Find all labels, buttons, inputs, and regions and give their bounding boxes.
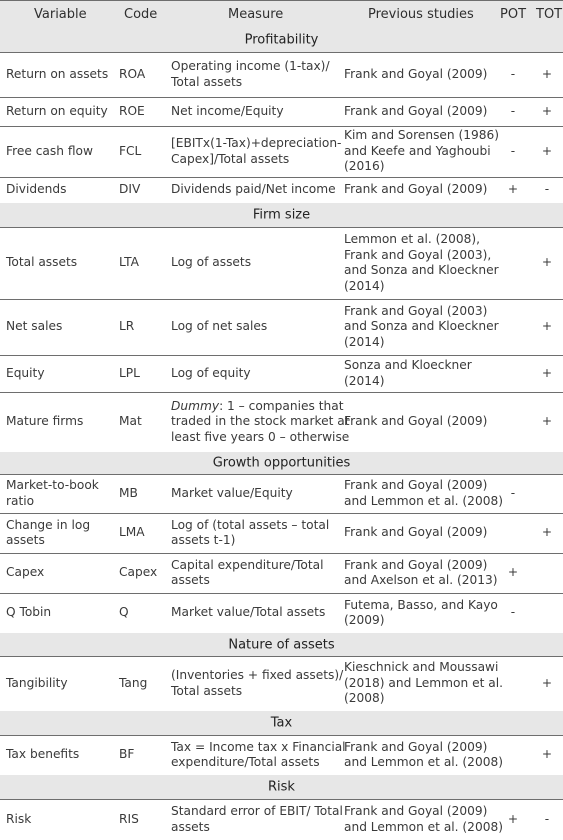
variable-cell: ratio	[6, 493, 35, 508]
previous-studies-cell: (2008)	[344, 691, 385, 706]
measure-cell	[171, 319, 267, 335]
measure-text: [EBITx(1-Tax)+depreciation-	[171, 136, 342, 150]
variable-cell: Total assets	[6, 255, 78, 270]
code-cell: Mat	[119, 414, 142, 429]
measure-italic: Dummy	[171, 398, 220, 413]
row-divider	[0, 0, 563, 1]
row-divider	[0, 355, 563, 356]
row-divider	[0, 553, 563, 554]
tot-sign: +	[541, 414, 553, 429]
measure-cell	[171, 755, 320, 771]
tot-sign: +	[541, 319, 553, 334]
measure-cell	[171, 59, 330, 75]
measure-cell	[171, 820, 210, 836]
code-cell: Capex	[119, 565, 158, 580]
previous-studies-cell: (2014)	[344, 278, 385, 293]
previous-studies-cell: Kim and Sorensen (1986)	[344, 128, 500, 143]
measure-cell	[171, 573, 210, 589]
previous-studies-cell: and Keefe and Yaghoubi	[344, 143, 491, 158]
measure-text: Standard error of EBIT/ Total	[171, 804, 343, 818]
measure-text: least five years 0 – otherwise	[171, 429, 350, 444]
code-cell: LR	[119, 319, 135, 334]
code-cell: Tang	[119, 675, 148, 690]
variable-cell: assets	[6, 533, 45, 547]
code-cell: DIV	[119, 182, 141, 197]
variable-cell: Tax benefits	[6, 747, 80, 762]
previous-studies-cell: Frank and Goyal (2009)	[344, 66, 488, 81]
variable-cell: Dividends	[6, 182, 67, 197]
section-band	[0, 452, 563, 474]
measure-text: Capital expenditure/Total	[171, 557, 324, 572]
measure-cell	[171, 75, 242, 91]
previous-studies-cell: (2016)	[344, 159, 385, 174]
section-title: Nature of assets	[228, 637, 335, 652]
previous-studies-cell: and Lemmon et al. (2008)	[344, 755, 503, 769]
previous-studies-cell: and Axelson et al. (2013)	[344, 573, 498, 587]
measure-cell	[171, 182, 336, 198]
previous-studies-cell: and Lemmon et al. (2008)	[344, 819, 503, 834]
section-title: Risk	[268, 779, 295, 795]
previous-studies-cell: (2014)	[344, 373, 385, 388]
code-cell: FCL	[119, 143, 142, 158]
code-cell: LTA	[119, 255, 139, 270]
measure-cell	[171, 136, 341, 152]
variable-cell: Equity	[6, 365, 45, 380]
tot-sign: +	[541, 143, 553, 158]
code-cell: MB	[119, 485, 138, 500]
measure-text: assets	[171, 573, 210, 587]
measure-text: Operating income (1-tax)/	[171, 59, 330, 73]
previous-studies-cell: Frank and Goyal (2009)	[344, 557, 488, 572]
row-divider	[0, 299, 563, 300]
section-title: Tax	[270, 715, 293, 731]
tot-sign: +	[541, 103, 553, 118]
previous-studies-cell: Frank and Goyal (2009)	[344, 478, 488, 492]
measure-cell	[171, 486, 293, 502]
variable-cell: Mature firms	[6, 414, 84, 429]
measure-text: expenditure/Total assets	[171, 755, 320, 769]
tot-sign: +	[541, 66, 553, 81]
table-header	[0, 0, 563, 28]
previous-studies-cell: Frank and Goyal (2009)	[344, 525, 488, 540]
code-cell: BF	[119, 747, 135, 762]
measure-cell	[171, 104, 284, 120]
row-divider	[0, 97, 563, 98]
variable-cell: Net sales	[6, 319, 63, 334]
measure-text: Capex]/Total assets	[171, 151, 290, 166]
measure-cell	[171, 430, 349, 446]
header-pot: POT	[500, 7, 527, 22]
header-code: Code	[124, 7, 158, 22]
section-band	[0, 633, 563, 656]
variable-cell: Risk	[6, 811, 32, 826]
measure-text: : 1 – companies that	[219, 398, 344, 413]
measure-cell	[171, 414, 350, 430]
measure-cell	[171, 533, 235, 549]
measure-text: Market value/Equity	[171, 485, 293, 500]
pot-sign: +	[507, 811, 519, 826]
previous-studies-cell: (2018) and Lemmon et al.	[344, 675, 503, 690]
previous-studies-cell: and Sonza and Kloeckner	[344, 319, 499, 334]
variable-cell: Q Tobin	[6, 605, 52, 620]
row-divider	[0, 799, 563, 800]
measure-cell	[171, 152, 289, 168]
code-cell: ROA	[119, 66, 146, 81]
measure-text: Net income/Equity	[171, 103, 284, 118]
measure-cell	[171, 518, 329, 534]
variable-cell: Capex	[6, 565, 45, 580]
code-cell: LMA	[119, 525, 145, 540]
measure-text: traded in the stock market at	[171, 414, 350, 429]
measure-cell	[171, 740, 346, 756]
variable-cell: Change in log	[6, 517, 91, 532]
code-cell: ROE	[119, 103, 145, 118]
measure-cell	[171, 255, 251, 271]
row-divider	[0, 52, 563, 53]
row-divider	[0, 474, 563, 475]
row-divider	[0, 392, 563, 393]
measure-text: Market value/Total assets	[171, 605, 326, 620]
variable-cell: Return on assets	[6, 66, 109, 81]
previous-studies-cell: (2009)	[344, 613, 385, 627]
previous-studies-cell: Frank and Goyal (2009)	[344, 804, 488, 818]
previous-studies-cell: Lemmon et al. (2008),	[344, 232, 481, 246]
variable-cell: Return on equity	[6, 103, 108, 118]
row-divider	[0, 227, 563, 228]
section-title: Profitability	[244, 32, 319, 48]
variable-cell: Market-to-book	[6, 478, 99, 492]
tot-sign: -	[544, 811, 550, 826]
row-divider	[0, 177, 563, 178]
previous-studies-cell: (2014)	[344, 334, 385, 349]
tot-sign: -	[544, 182, 550, 197]
code-cell: LPL	[119, 365, 140, 380]
previous-studies-cell: Frank and Goyal (2003)	[344, 303, 488, 318]
measure-text: Log of assets	[171, 255, 252, 270]
pot-sign: -	[510, 103, 516, 118]
measure-cell	[171, 366, 251, 382]
previous-studies-cell: and Sonza and Kloeckner	[344, 263, 499, 277]
section-band	[0, 711, 563, 735]
measure-text: Dividends paid/Net income	[171, 182, 336, 197]
measure-cell	[171, 804, 343, 820]
previous-studies-cell: Kieschnick and Moussawi	[344, 660, 499, 675]
row-divider	[0, 656, 563, 657]
pot-sign: -	[510, 485, 516, 500]
measure-cell	[171, 605, 325, 621]
pot-sign: +	[507, 182, 519, 197]
previous-studies-cell: Frank and Goyal (2003),	[344, 247, 492, 262]
pot-sign: -	[510, 66, 516, 81]
measure-cell	[171, 399, 343, 415]
measure-cell	[171, 684, 242, 700]
section-band	[0, 203, 563, 227]
previous-studies-cell: Futema, Basso, and Kayo	[344, 597, 498, 612]
row-divider	[0, 513, 563, 514]
section-title: Firm size	[252, 207, 311, 223]
measure-text: Log of equity	[171, 365, 251, 380]
measure-text: assets t-1)	[171, 533, 236, 547]
previous-studies-cell: Frank and Goyal (2009)	[344, 103, 488, 118]
section-band	[0, 28, 563, 52]
measure-cell	[171, 558, 324, 574]
previous-studies-cell: Frank and Goyal (2009)	[344, 414, 488, 429]
previous-studies-cell: and Lemmon et al. (2008)	[344, 493, 503, 508]
previous-studies-cell: Sonza and Kloeckner	[344, 358, 472, 372]
tot-sign: +	[541, 675, 553, 690]
variable-cell: Tangibility	[6, 675, 68, 690]
section-title: Growth opportunities	[212, 455, 351, 471]
code-cell: Q	[119, 605, 129, 620]
measure-text: Log of net sales	[171, 319, 268, 334]
measure-text: (Inventories + fixed assets)/	[171, 668, 344, 682]
measure-text: Total assets	[171, 74, 243, 89]
pot-sign: +	[507, 565, 519, 580]
pot-sign: -	[510, 605, 516, 620]
measure-text: assets	[171, 819, 210, 834]
section-band	[0, 775, 563, 799]
measure-cell	[171, 668, 343, 684]
row-divider	[0, 593, 563, 594]
header-tot: TOT	[536, 7, 563, 22]
tot-sign: +	[541, 747, 553, 762]
previous-studies-cell: Frank and Goyal (2009)	[344, 739, 488, 754]
variable-cell: Free cash flow	[6, 143, 93, 158]
row-divider	[0, 126, 563, 127]
tot-sign: +	[541, 255, 553, 270]
header-previous-studies: Previous studies	[368, 7, 474, 22]
previous-studies-cell: Frank and Goyal (2009)	[344, 182, 488, 197]
tot-sign: +	[541, 365, 553, 380]
header-variable: Variable	[34, 7, 87, 22]
header-measure: Measure	[228, 7, 284, 22]
measure-text: Tax = Income tax x Financial	[171, 739, 346, 754]
measure-text: Log of (total assets – total	[171, 517, 330, 532]
tot-sign: +	[541, 525, 553, 540]
pot-sign: -	[510, 143, 516, 158]
row-divider	[0, 735, 563, 736]
measure-text: Total assets	[171, 683, 243, 698]
code-cell: RIS	[119, 811, 139, 826]
